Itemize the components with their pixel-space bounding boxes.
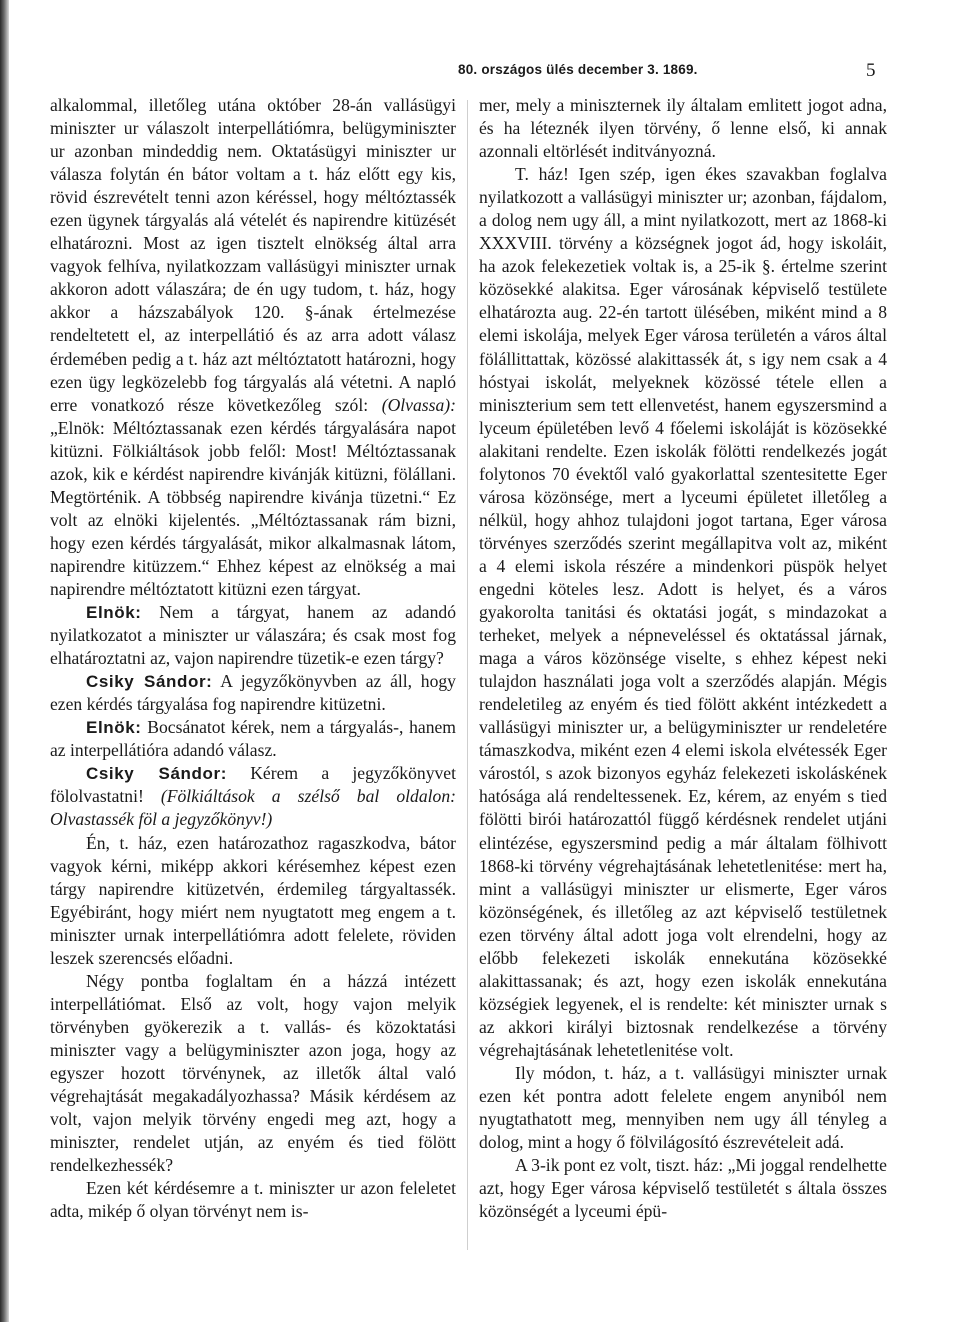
speaker-paragraph: [50, 601, 456, 670]
paragraph-text: alkalommal, illetőleg utána október 28-án vallásügyi miniszter ur válaszolt interpellátiómra, belügyminiszter ur azonban mindeddig nem. Oktatásügyi miniszter ur válasza folytán én bátor voltam a t. ház előtt egy kis, rövid észrevételt tenni azon kéréssel, hogy méltóztassék ezen ügynek tárgyalás alá vételét és napirendre kitüzését elhatározni.: [50, 95, 456, 254]
quote-text: „Elnök: Méltóztassanak ezen kérdés tárgyalására napot kitüzni. Fölkiáltások jobb felől: Most! Méltóztassanak azok, kik e kérdést napirendre kivánják kitüzni, fölállani. Megtörténik. A többség napirendre kivánja tüzetni.“ Ez volt az elnöki kijelentés. „Méltóztassanak rám bizni, hogy ezen kérdés tárgyalását, mikor alkalmasnak látom, napirendre kitüzzem.“ Ehhez képest az elnökség a mai napirendre méltóztatott kitüzni ezen tárgyat.: [50, 417, 456, 599]
paragraph: Négy pontba foglaltam én a házzá intézett interpellátiómat. Első az volt, hogy vajon melyik törvényben gyökerezik a t. vallás- és közoktatási miniszter vagy a belügyminiszter azon joga, hogy az egyszer hozott törvénynek, az illetők által való végrehajtását megakadályozhassa? Másik kérdésem az volt, vajon melyik törvény engedi meg azt, hogy a miniszter, rendelet utján, az enyém és tied fölött rendelkezhessék?: [50, 970, 456, 1176]
paragraph: mer, mely a miniszternek ily általam emlitett jogot adna, és ha léteznék ilyen törvény, ő lenne első, ki annak azonnali eltörlését inditványozná.: [479, 95, 887, 162]
speech-text: A jegyzőkönyvben az áll, hogy ezen kérdés tárgyalása fog napirendre kitüzetni.: [50, 671, 456, 715]
paragraph-text: Most az igen tisztelt elnökség által arra vagyok felhíva, nyilatkozzam vallásügyi miniszter urnak akkoron adott válaszára; de én ugy tudom, t. ház, hogy akkor a házszabályok 120. §-ának értelmezése rendeltetett el, az interpellátió és az arra adott válasz érdemében pedig a t. ház azt méltóztatott határozni, hogy ezen ügy legközelebb fog tárgyalás alá vétetni. A napló erre vonatkozó része következőleg szól:: [50, 233, 456, 415]
page-binding-edge: [0, 0, 9, 1322]
paragraph: T. ház! Igen szép, igen ékes szavakban foglalva nyilatkozott a vallásügyi miniszter ur; azonban, fájdalom, a dolog nem ugy áll, a mint nyilatkozott, mert az 1868-ki XXXVIII. törvény a községnek jogot ád, hogy iskoláit, ha azok felekezetiek voltak is, a 25-ik §. értelme szerint közösekké alakitsa. Eger városának képviselő testülete elhatározta aug. 22-én tartott ülésében, miként mind a 8 elemi iskolája, melyek Eger városa területén a város által fölállittattak, közössé alakittassék át, s igy nem csak a 4 hóstyai iskolát, melyeknek közössé tétele ellen a miniszterium sem tett ellenvetést, hanem egyszersmind a lyceum épületében levő 4 főelemi iskoláját is közösekké alakitani rendelte. Ezen iskolák fölötti rendelkezés jogát folytonos 70 évektől való gyakorlattal szentesitette Eger városa közönsége, mert a lyceumi épületet illetőleg a nélkül, hogy ahhoz tulajdoni jogot tartana, Eger városa törvényes szerződés szerint megállapitva volt az, miként a 4 elemi iskola részére a mindenkori püspök helyet engedni köteles lesz. Adott is helyet, és a város gyakorolta tanitási és oktatási jogát, s mindazokat a terheket, melyek a népneveléssel és oktatással járnak, maga a város közönsége viselte, s ehhez képest neki tulajdon használati joga volt a szerződés alapján. Mégis rendeletileg az enyém és tied fölött akként intézkedett a vallásügyi miniszter ur, a belügyminiszter ur rendeletére támaszkodva, miként ezen 4 elemi iskola elvétessék Eger várostól, s azok bizonyos egyház felekezeti iskoláskének hatósága alá rendeltessenek. Ez, kérem, az enyém s tied fölötti birói határozattól függő kérdésnek rendelet utjáni elintézése, egyszersmind pedig a már általam fölhivott 1868-ki törvény végrehajtásának lehetetlenitése: mert ha, mint a vallásügyi miniszter ur elismerte, Eger város közönségének, és illetőleg az azt képviselő testületnek ezen törvény által adott joga volt elrendelni, hogy az előbb felekezeti iskolák ennekutána közösekké alakittassanak; és azt, hogy ezen iskolák ennekutána községiek legyenek, el is rendelte: két miniszter urnak s az akkori királyi biztosnak rendelkezése a törvény végrehajtásának lehetetlenitése volt.: [479, 164, 887, 1060]
speech-text: Nem a tárgyat, hanem az adandó nyilatkozatot a miniszter ur válaszára; és csak most fog elhatároztatni az, vajon napirendre tüzetik-e ezen tárgy?: [50, 602, 456, 669]
speech-text: Bocsánatot kérek, nem a tárgyalás-, hanem az interpellátióra adandó válasz.: [50, 717, 456, 761]
right-column: [479, 94, 887, 1223]
speech-text: Kérem a jegyzőkönyvet fölolvastatni!: [50, 763, 456, 807]
speaker-paragraph: [50, 762, 456, 831]
paragraph: Ily módon, t. ház, a t. vallásügyi miniszter urnak ezen két pontra adott felelete engem anyniból nem nyugtathatott meg, mennyiben nem ugy áll tényleg a dolog, mint a hogy ő fölvilágosító észrevételeit adá.: [479, 1062, 887, 1153]
speaker-name: Csiky Sándor:: [86, 764, 227, 784]
speaker-name: Elnök:: [86, 718, 142, 738]
column-divider: [467, 100, 468, 1250]
stage-direction: (Olvassa):: [381, 394, 456, 415]
stage-direction: (Fölkiáltások a szélső bal oldalon: Olvastassék föl a jegyzőkönyv!): [50, 786, 456, 830]
running-head-text: 80. országos ülés december: [458, 62, 648, 77]
speaker-name: Csiky Sándor:: [86, 672, 213, 692]
paragraph: A 3-ik pont ez volt, tiszt. ház: „Mi joggal rendelhette azt, hogy Eger városa képviselő testületét s általa összes közönségét a lyceumi épü-: [479, 1155, 887, 1222]
paragraph: Én, t. ház, ezen határozathoz ragaszkodva, bátor vagyok kérni, miképp akkori kérésemhez képest ezen tárgy napirendre kitüzetvén, érdemileg tárgyaltassék. Egyébiránt, hogy miért nem nyugtatott meg engem a t. miniszter urnak interpellátiómra adott felelete, röviden leszek szerencsés előadni.: [50, 832, 456, 968]
paragraph: [50, 94, 456, 601]
speaker-paragraph: [50, 716, 456, 762]
speaker-paragraph: [50, 670, 456, 716]
running-header: [0, 60, 960, 84]
running-head: [458, 62, 698, 77]
paragraph: Ezen két kérdésemre a t. miniszter ur azon feleletet adta, mikép ő olyan törvényt nem is-: [50, 1178, 456, 1222]
running-head-date: 3. 1869.: [647, 62, 698, 77]
speaker-name: Elnök:: [86, 603, 142, 623]
left-column: [50, 94, 456, 1223]
page-number: 5: [866, 60, 876, 81]
